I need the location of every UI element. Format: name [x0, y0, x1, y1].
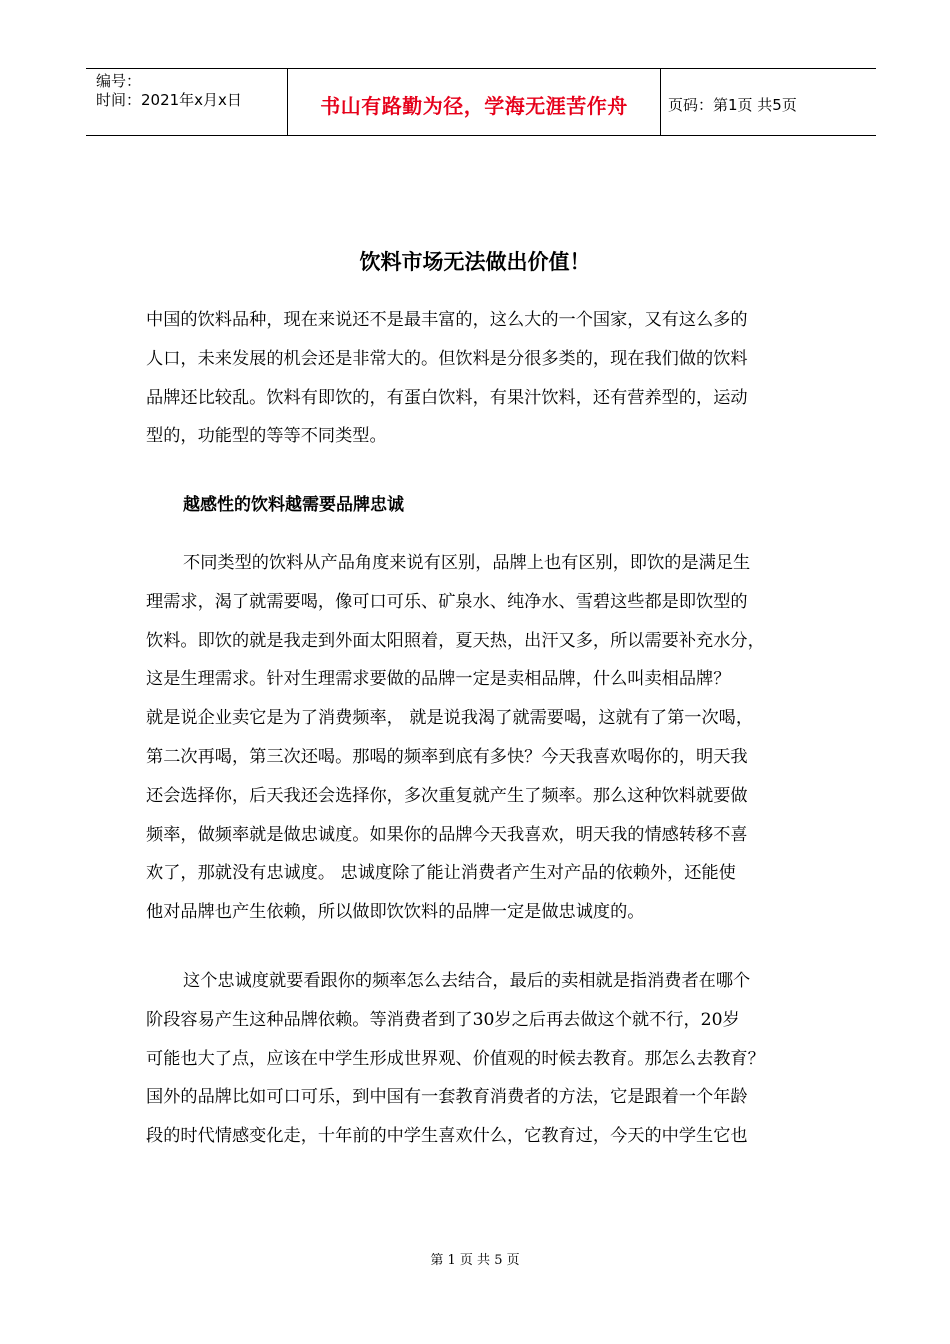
header-motto-cell — [288, 69, 661, 135]
body-paragraph-2 — [146, 962, 826, 1156]
paragraph-line: 还会选择你，后天我还会选择你，多次重复就产生了频率。那么这种饮料就要做 — [146, 785, 748, 806]
paragraph-line: 频率，做频率就是做忠诚度。如果你的品牌今天我喜欢，明天我的情感转移不喜 — [146, 824, 748, 845]
paragraph-line: 中国的饮料品种，现在来说还不是最丰富的，这么大的一个国家，又有这么多的 — [146, 310, 748, 330]
paragraph-line: 这是生理需求。针对生理需求要做的品牌一定是卖相品牌，什么叫卖相品牌？ — [146, 669, 731, 690]
paragraph-line: 品牌还比较乱。饮料有即饮的，有蛋白饮料，有果汁饮料，还有营养型的，运动 — [146, 387, 748, 408]
header-table — [86, 68, 876, 136]
paragraph-line: 欢了，那就没有忠诚度。 忠诚度除了能让消费者产生对产品的依赖外，还能使 — [146, 863, 736, 884]
paragraph-line: 段的时代情感变化走，十年前的中学生喜欢什么，它教育过，今天的中学生它也 — [146, 1126, 748, 1147]
header-page-cell — [668, 69, 876, 137]
number-label: 编号： — [96, 72, 142, 90]
header-meta-cell — [86, 69, 288, 135]
paragraph-line: 理需求，渴了就需要喝，像可口可乐、矿泉水、纯净水、雪碧这些都是即饮型的 — [146, 591, 748, 612]
paragraph-line: 第二次再喝，第三次还喝。那喝的频率到底有多快？今天我喜欢喝你的，明天我 — [146, 746, 748, 767]
intro-paragraph — [146, 301, 826, 456]
paragraph-line: 不同类型的饮料从产品角度来说有区别，品牌上也有区别，即饮的是满足生 — [183, 553, 751, 573]
paragraph-line: 可能也大了点，应该在中学生形成世界观、价值观的时候去教育。那怎么去教育？ — [146, 1048, 765, 1069]
header-page-info: 页码：第1页 共5页 — [668, 95, 797, 114]
body-paragraph-1 — [146, 544, 826, 932]
time-label: 时间：2021年x月x日 — [96, 91, 242, 109]
document-title: 饮料市场无法做出价值！ — [359, 250, 591, 274]
paragraph-line: 他对品牌也产生依赖，所以做即饮饮料的品牌一定是做忠诚度的。 — [146, 902, 645, 923]
paragraph-line: 这个忠诚度就要看跟你的频率怎么去结合，最后的卖相就是指消费者在哪个 — [183, 971, 751, 991]
section-heading: 越感性的饮料越需要品牌忠诚 — [183, 495, 404, 515]
paragraph-line: 人口，未来发展的机会还是非常大的。但饮料是分很多类的，现在我们做的饮料 — [146, 348, 748, 369]
paragraph-line: 就是说企业卖它是为了消费频率， 就是说我渴了就需要喝，这就有了第一次喝， — [146, 708, 754, 729]
page-footer: 第 1 页 共 5 页 — [430, 1253, 520, 1268]
paragraph-line: 饮料。即饮的就是我走到外面太阳照着，夏天热，出汗又多，所以需要补充水分， — [146, 630, 765, 651]
paragraph-line: 型的，功能型的等等不同类型。 — [146, 426, 387, 447]
motto-text: 书山有路勤为径，学海无涯苦作舟 — [320, 93, 628, 118]
paragraph-line: 阶段容易产生这种品牌依赖。等消费者到了30岁之后再去做这个就不行，20岁 — [146, 1009, 740, 1030]
paragraph-line: 国外的品牌比如可口可乐，到中国有一套教育消费者的方法，它是跟着一个年龄 — [146, 1087, 748, 1108]
